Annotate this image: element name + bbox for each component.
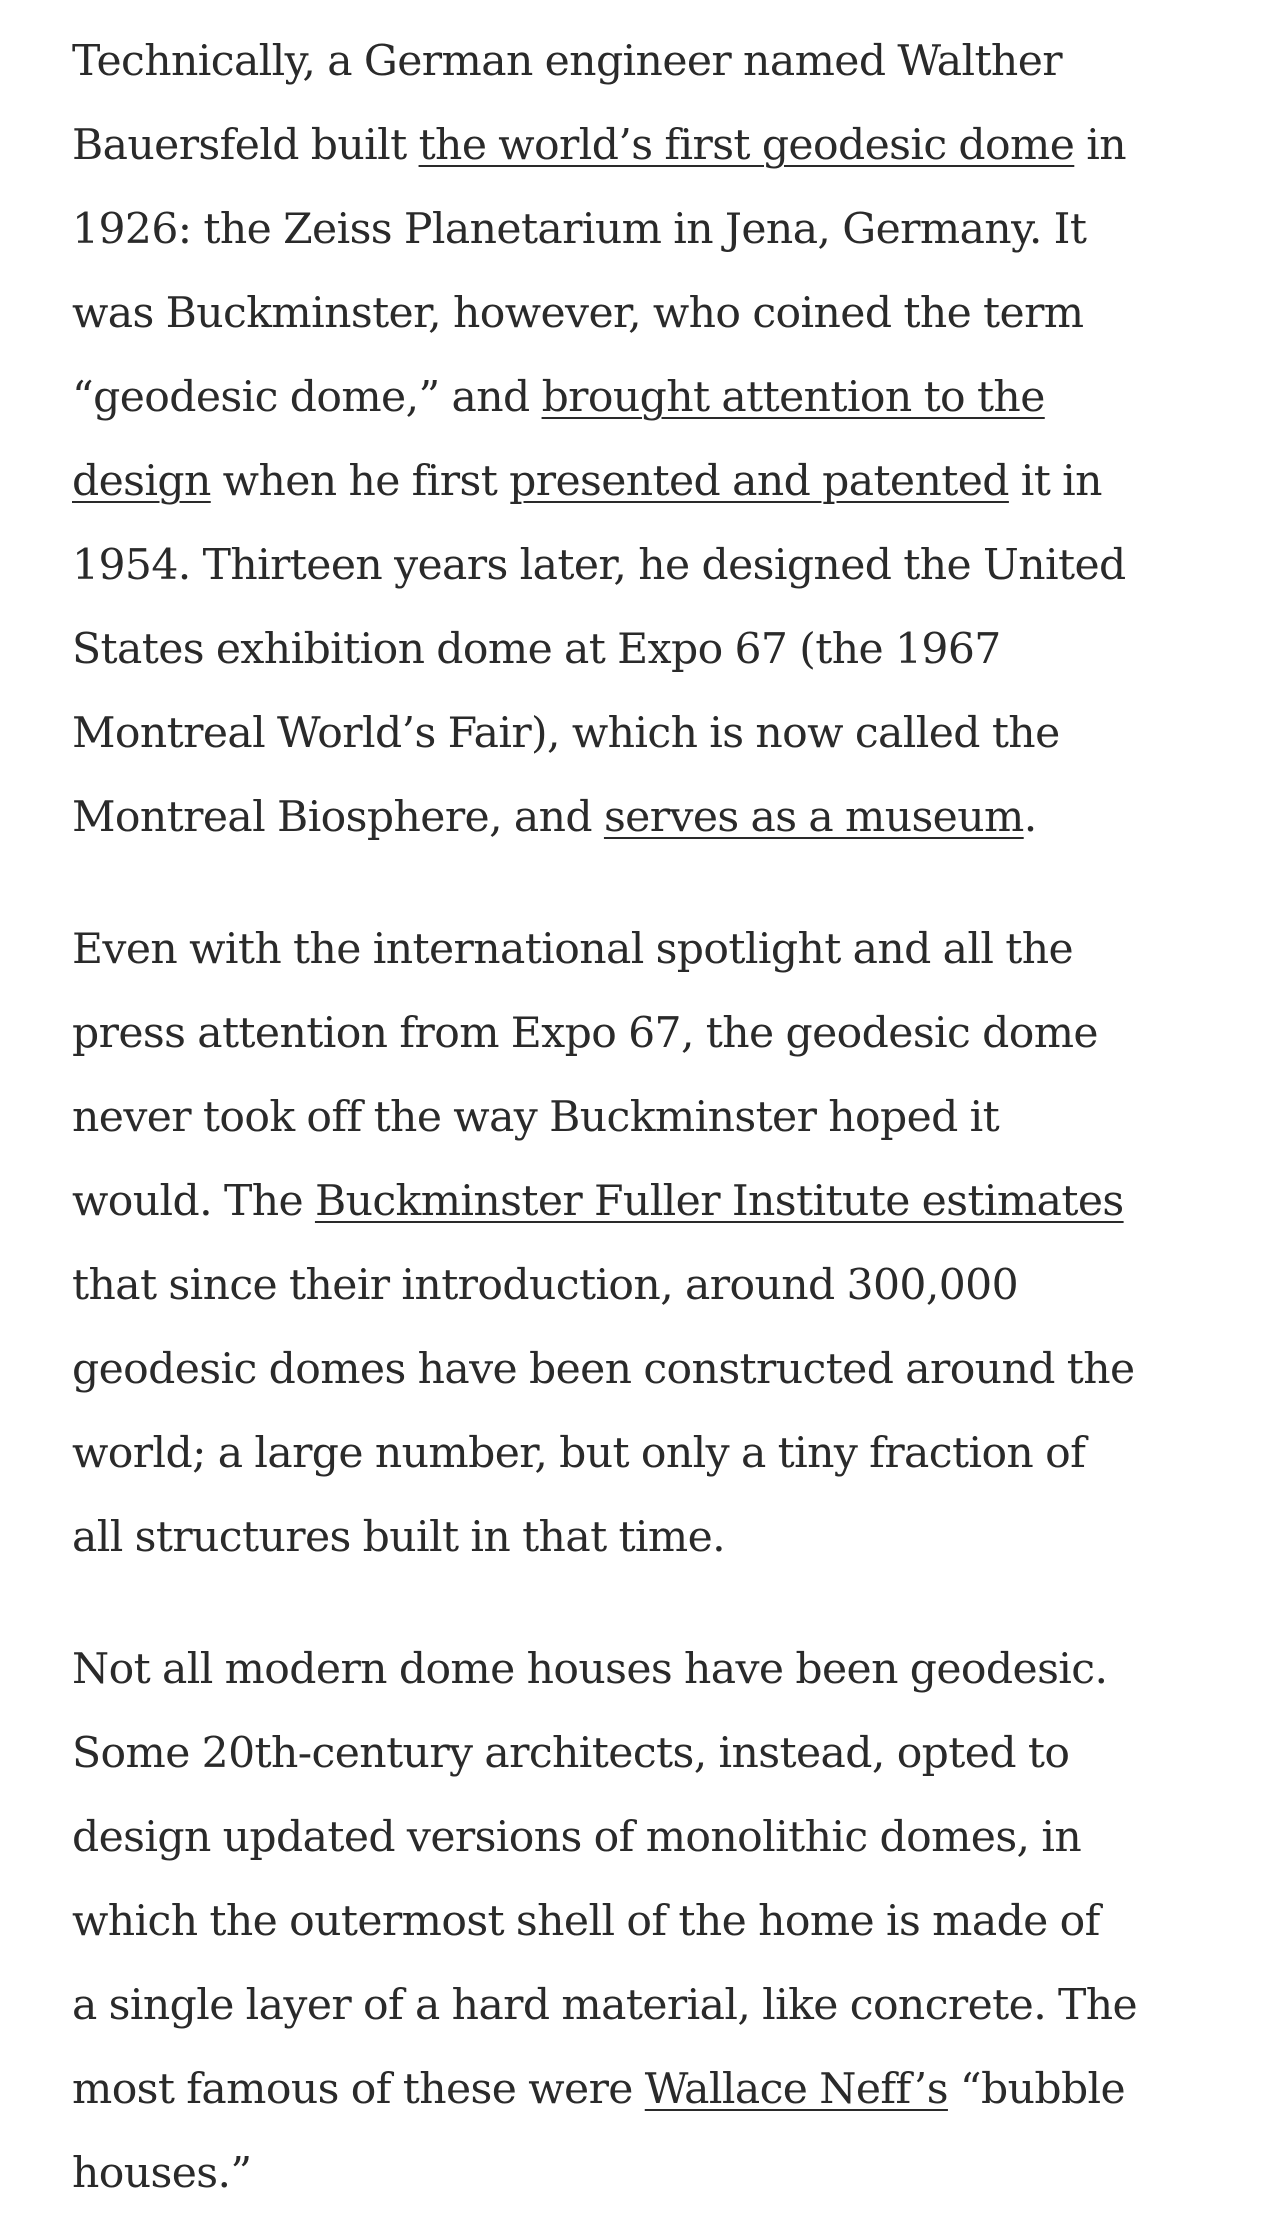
text-segment: Montreal Biosphere, and (72, 793, 604, 842)
text-line (72, 356, 1222, 440)
text-line (72, 440, 1222, 524)
text-segment: world; a large number, but only a tiny fraction of (72, 1429, 1086, 1478)
inline-link[interactable]: presented and patented (509, 457, 1009, 506)
text-segment: a single layer of a hard material, like concrete. The (72, 1981, 1138, 2030)
text-line (72, 1076, 1222, 1160)
text-line (72, 1244, 1222, 1328)
paragraph-expo-67 (72, 908, 1222, 1580)
text-segment: Even with the international spotlight and all the (72, 925, 1074, 974)
text-line (72, 1712, 1222, 1796)
text-segment: Technically, a German engineer named Walther (72, 37, 1062, 86)
text-line (72, 2048, 1222, 2132)
inline-link[interactable]: brought attention to the (541, 373, 1045, 422)
text-segment: that since their introduction, around 300,000 (72, 1261, 1019, 1310)
text-segment: 1926: the Zeiss Planetarium in Jena, Germany. It (72, 205, 1087, 254)
text-line (72, 1964, 1222, 2048)
text-line (72, 1496, 1222, 1580)
text-line (72, 992, 1222, 1076)
text-segment: would. The (72, 1177, 315, 1226)
text-segment: States exhibition dome at Expo 67 (the 1967 (72, 625, 1001, 674)
text-segment: all structures built in that time. (72, 1513, 726, 1562)
text-segment: . (1023, 793, 1037, 842)
text-segment: which the outermost shell of the home is made of (72, 1897, 1100, 1946)
text-segment: Bauersfeld built (72, 121, 419, 170)
text-line (72, 608, 1222, 692)
inline-link[interactable]: the world’s first geodesic dome (418, 121, 1075, 170)
text-segment: was Buckminster, however, who coined the term (72, 289, 1084, 338)
inline-link[interactable]: design (72, 457, 211, 506)
text-line (72, 1880, 1222, 1964)
text-line (72, 1328, 1222, 1412)
text-segment: “geodesic dome,” and (72, 373, 542, 422)
text-segment: houses.” (72, 2149, 252, 2198)
text-line (72, 908, 1222, 992)
text-line (72, 104, 1222, 188)
paragraph-monolithic-domes (72, 1628, 1222, 2216)
text-line (72, 2132, 1222, 2216)
text-line (72, 188, 1222, 272)
text-line (72, 20, 1222, 104)
inline-link[interactable]: Wallace Neff’s (644, 2065, 948, 2114)
inline-link[interactable]: serves as a museum (603, 793, 1024, 842)
text-segment: Some 20th-century architects, instead, opted to (72, 1729, 1070, 1778)
text-segment: press attention from Expo 67, the geodesic dome (72, 1009, 1098, 1058)
text-segment: it in (1008, 457, 1102, 506)
text-line (72, 524, 1222, 608)
text-segment: never took off the way Buckminster hoped it (72, 1093, 1000, 1142)
text-line (72, 1628, 1222, 1712)
text-segment: “bubble (947, 2065, 1126, 2114)
text-line (72, 776, 1222, 860)
text-segment: Montreal World’s Fair), which is now called the (72, 709, 1060, 758)
text-line (72, 1412, 1222, 1496)
paragraph-geodesic-history (72, 20, 1222, 860)
text-segment: when he first (210, 457, 510, 506)
text-line (72, 272, 1222, 356)
text-segment: 1954. Thirteen years later, he designed the United (72, 541, 1126, 590)
text-segment: design updated versions of monolithic domes, in (72, 1813, 1082, 1862)
inline-link[interactable]: Buckminster Fuller Institute estimates (314, 1177, 1124, 1226)
text-segment: most famous of these were (72, 2065, 645, 2114)
text-segment: geodesic domes have been constructed around the (72, 1345, 1135, 1394)
text-segment: in (1074, 121, 1126, 170)
text-line (72, 1796, 1222, 1880)
text-segment: Not all modern dome houses have been geodesic. (72, 1645, 1108, 1694)
text-line (72, 1160, 1222, 1244)
text-line (72, 692, 1222, 776)
